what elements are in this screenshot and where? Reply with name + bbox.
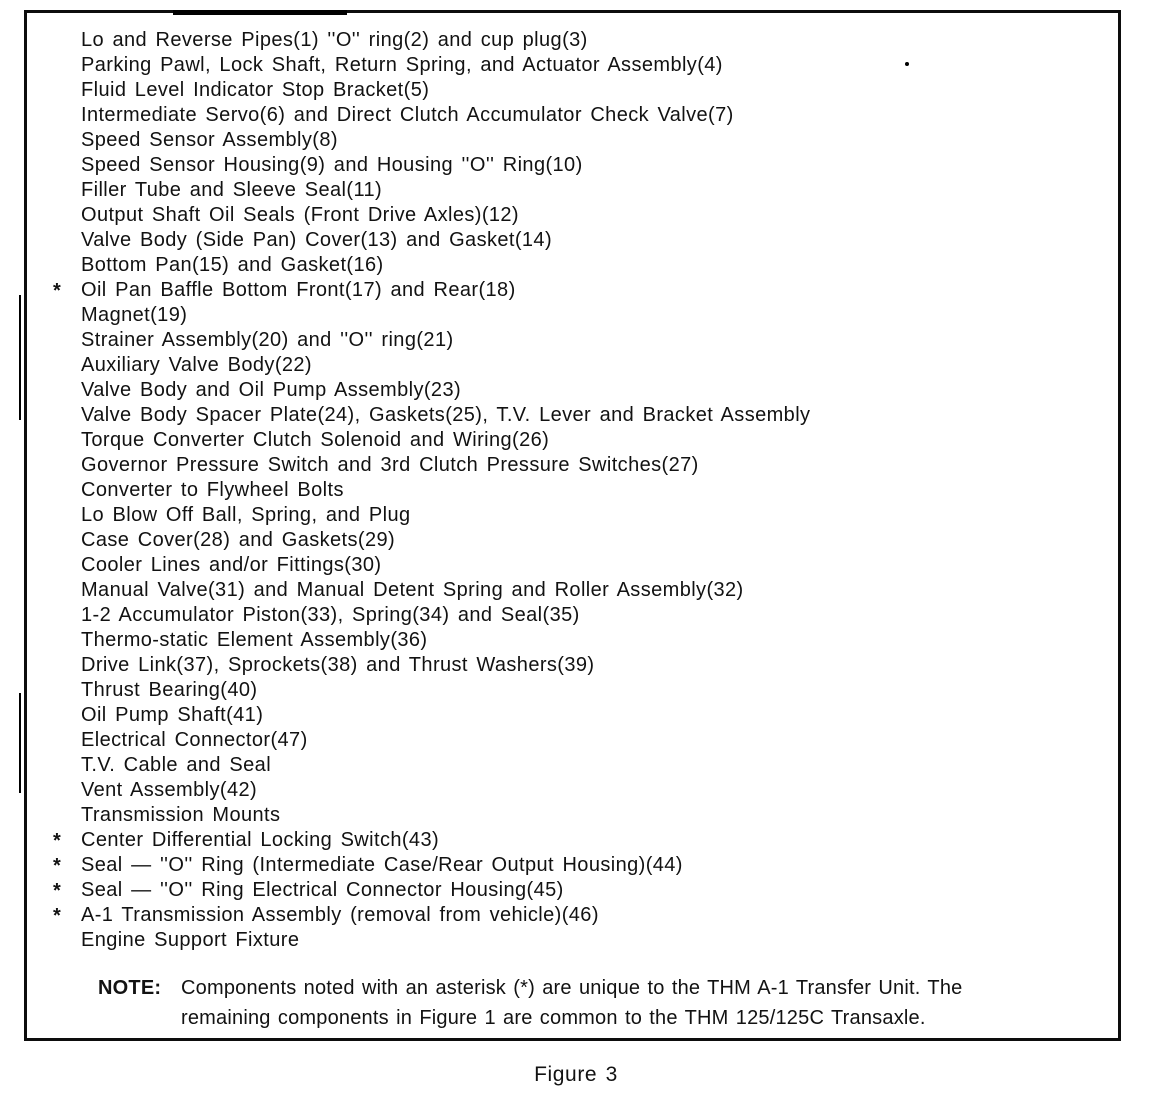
part-text: Engine Support Fixture	[81, 929, 300, 951]
list-item	[27, 928, 1118, 953]
part-text: Intermediate Servo(6) and Direct Clutch Accumulator Check Valve(7)	[81, 104, 734, 126]
part-text: Thrust Bearing(40)	[81, 679, 258, 701]
part-text: Converter to Flywheel Bolts	[81, 479, 344, 501]
parts-list-box	[24, 10, 1121, 1041]
part-text: Magnet(19)	[81, 304, 188, 326]
part-text: Lo and Reverse Pipes(1) ''O'' ring(2) and cup plug(3)	[81, 29, 588, 51]
asterisk-marker: *	[53, 280, 61, 302]
list-item	[27, 503, 1118, 528]
parts-list	[27, 13, 1118, 953]
list-item	[27, 153, 1118, 178]
part-text: T.V. Cable and Seal	[81, 754, 272, 776]
note-body	[181, 973, 1118, 1033]
list-item	[27, 203, 1118, 228]
list-item	[27, 378, 1118, 403]
note	[27, 973, 1118, 1033]
list-item	[27, 528, 1118, 553]
list-item	[27, 728, 1118, 753]
part-text: Cooler Lines and/or Fittings(30)	[81, 554, 382, 576]
part-text: Seal — ''O'' Ring (Intermediate Case/Rear Output Housing)(44)	[81, 854, 683, 876]
part-text: Output Shaft Oil Seals (Front Drive Axles)(12)	[81, 204, 519, 226]
asterisk-marker: *	[53, 855, 61, 877]
list-item	[27, 103, 1118, 128]
list-item	[27, 278, 1118, 303]
list-item	[27, 478, 1118, 503]
list-item	[27, 228, 1118, 253]
list-item	[27, 303, 1118, 328]
part-text: Case Cover(28) and Gaskets(29)	[81, 529, 396, 551]
list-item	[27, 553, 1118, 578]
list-item	[27, 78, 1118, 103]
part-text: Valve Body (Side Pan) Cover(13) and Gasket(14)	[81, 229, 553, 251]
list-item	[27, 453, 1118, 478]
part-text: Thermo-static Element Assembly(36)	[81, 629, 428, 651]
part-text: Fluid Level Indicator Stop Bracket(5)	[81, 79, 430, 101]
list-item	[27, 403, 1118, 428]
part-text: Seal — ''O'' Ring Electrical Connector Housing(45)	[81, 879, 564, 901]
part-text: Valve Body Spacer Plate(24), Gaskets(25), T.V. Lever and Bracket Assembly	[81, 404, 811, 426]
list-item	[27, 803, 1118, 828]
scan-artifact-smudge	[173, 10, 347, 15]
part-text: Center Differential Locking Switch(43)	[81, 829, 440, 851]
list-item	[27, 353, 1118, 378]
list-item	[27, 603, 1118, 628]
part-text: Governor Pressure Switch and 3rd Clutch Pressure Switches(27)	[81, 454, 699, 476]
list-item	[27, 128, 1118, 153]
part-text: Speed Sensor Housing(9) and Housing ''O'' Ring(10)	[81, 154, 583, 176]
part-text: Oil Pump Shaft(41)	[81, 704, 264, 726]
part-text: Transmission Mounts	[81, 804, 281, 826]
note-line-1: Components noted with an asterisk (*) are unique to the THM A-1 Transfer Unit. The	[181, 977, 963, 999]
list-item	[27, 253, 1118, 278]
part-text: A-1 Transmission Assembly (removal from vehicle)(46)	[81, 904, 599, 926]
part-text: Torque Converter Clutch Solenoid and Wiring(26)	[81, 429, 550, 451]
part-text: Parking Pawl, Lock Shaft, Return Spring, and Actuator Assembly(4)	[81, 54, 723, 76]
scan-artifact-edge-line	[19, 693, 21, 793]
part-text: Electrical Connector(47)	[81, 729, 308, 751]
figure-caption: Figure 3	[534, 1063, 618, 1086]
part-text: Strainer Assembly(20) and ''O'' ring(21)	[81, 329, 454, 351]
list-item	[27, 428, 1118, 453]
part-text: Drive Link(37), Sprockets(38) and Thrust Washers(39)	[81, 654, 595, 676]
list-item	[27, 628, 1118, 653]
part-text: Oil Pan Baffle Bottom Front(17) and Rear(18)	[81, 279, 516, 301]
list-item	[27, 678, 1118, 703]
list-item	[27, 703, 1118, 728]
part-text: Lo Blow Off Ball, Spring, and Plug	[81, 504, 411, 526]
list-item	[27, 853, 1118, 878]
asterisk-marker: *	[53, 905, 61, 927]
part-text: 1-2 Accumulator Piston(33), Spring(34) and Seal(35)	[81, 604, 580, 626]
part-text: Auxiliary Valve Body(22)	[81, 354, 312, 376]
list-item	[27, 753, 1118, 778]
note-label: NOTE:	[98, 977, 162, 999]
list-item	[27, 878, 1118, 903]
scan-artifact-edge-line	[19, 295, 21, 420]
asterisk-marker: *	[53, 880, 61, 902]
list-item	[27, 578, 1118, 603]
list-item	[27, 328, 1118, 353]
note-line-2: remaining components in Figure 1 are common to the THM 125/125C Transaxle.	[181, 1007, 926, 1029]
list-item	[27, 178, 1118, 203]
list-item	[27, 53, 1118, 78]
asterisk-marker: *	[53, 830, 61, 852]
list-item	[27, 903, 1118, 928]
part-text: Bottom Pan(15) and Gasket(16)	[81, 254, 384, 276]
list-item	[27, 28, 1118, 53]
part-text: Vent Assembly(42)	[81, 779, 258, 801]
part-text: Manual Valve(31) and Manual Detent Spring and Roller Assembly(32)	[81, 579, 744, 601]
list-item	[27, 653, 1118, 678]
part-text: Speed Sensor Assembly(8)	[81, 129, 338, 151]
list-item	[27, 778, 1118, 803]
part-text: Filler Tube and Sleeve Seal(11)	[81, 179, 383, 201]
list-item	[27, 828, 1118, 853]
part-text: Valve Body and Oil Pump Assembly(23)	[81, 379, 462, 401]
